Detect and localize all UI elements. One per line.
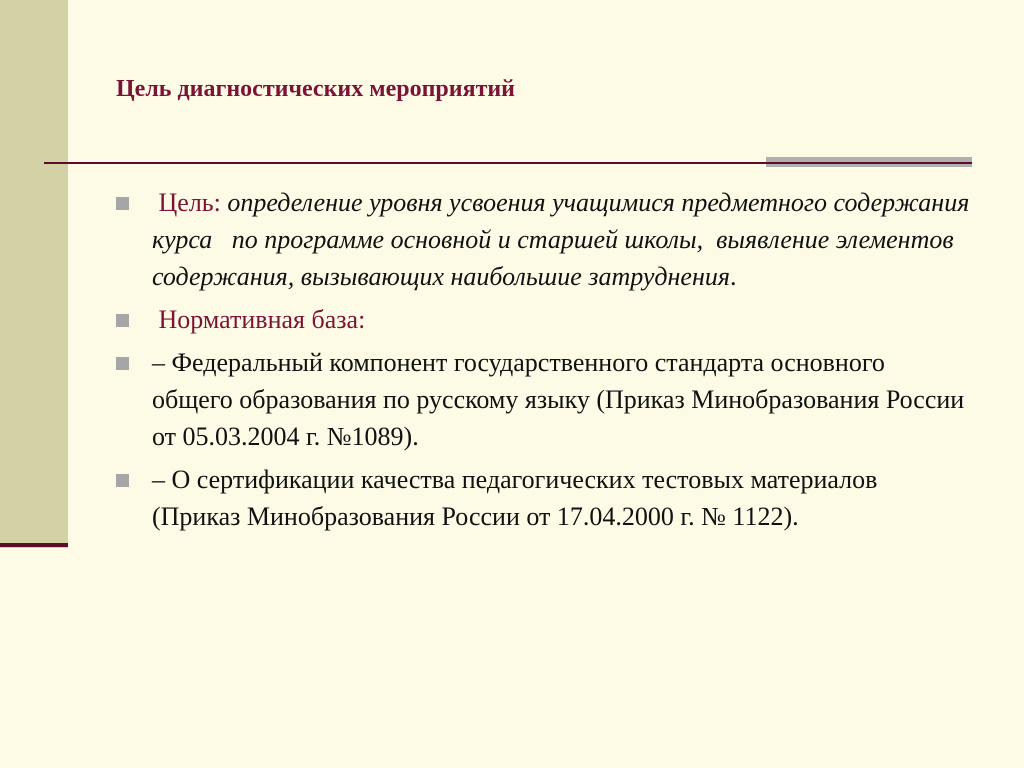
goal-label: Цель: [152, 188, 228, 217]
left-band-underline [0, 543, 68, 547]
normative-base-label: Нормативная база: [152, 305, 366, 334]
title-divider [44, 162, 766, 164]
federal-component-text: – Федеральный компонент государственного стандарта основного общего образования по русскому языку (Приказ Минобразования России от 05.03.2004 г. №1089). [152, 348, 965, 451]
square-bullet-icon [116, 314, 129, 327]
goal-text: определение уровня усвоения учащимися предметного содержания курса по программе основной и старшей школы, выявление элементов содержания, вызывающих наибольшие затруднения [152, 188, 976, 291]
bullet-normative-base [112, 301, 972, 338]
square-bullet-icon [116, 474, 129, 487]
bullet-federal-component [112, 344, 972, 455]
left-decorative-band [0, 0, 68, 548]
slide-title: Цель диагностических мероприятий [116, 76, 516, 102]
square-bullet-icon [116, 357, 129, 370]
bullet-goal [112, 184, 976, 295]
test-certification-text: – О сертификации качества педагогических тестовых материалов (Приказ Минобразования России от 17.04.2000 г. № 1122). [152, 465, 878, 531]
goal-period: . [729, 262, 737, 291]
bullet-test-certification [112, 461, 972, 535]
title-divider-accent-line [766, 162, 972, 164]
bullet-list [112, 184, 976, 541]
square-bullet-icon [116, 197, 129, 210]
